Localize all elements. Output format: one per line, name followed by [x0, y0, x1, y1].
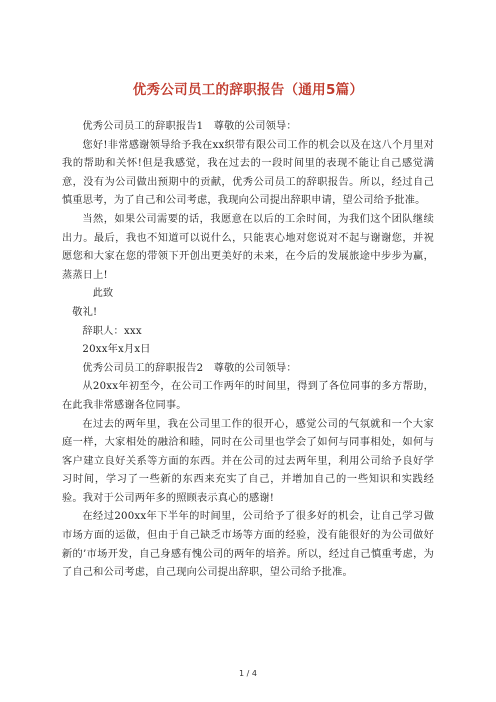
salutation: 敬礼! [72, 306, 98, 318]
document-title: 优秀公司员工的辞职报告（通用5篇） [132, 82, 364, 98]
closing-phrase: 此致 [92, 288, 114, 300]
paragraph: 在经过200xx年下半年的时间里，公司给予了很多好的机会，让自己学习做市场方面的运做，但由于自己缺乏市场等方面的经验，没有能很好的为公司做好新的’市场开发，自己身感有愧公司的两年的培养。所以，经过自己慎重考虑，为了自己和公司考虑，自己现向公司提出辞职，望公司给予批准。 [62, 511, 434, 579]
page-number: 1 / 4 [239, 669, 257, 678]
paragraph: 从20xx年初至今，在公司工作两年的时间里，得到了各位同事的多方帮助，在此我非常感谢各位同事。 [62, 381, 434, 411]
report-2-heading: 优秀公司员工的辞职报告2 尊敬的公司领导： [82, 362, 297, 374]
signature-name: 辞职人：xxx [82, 325, 142, 337]
paragraph: 当然，如果公司需要的话，我愿意在以后的工余时间，为我们这个团队继续出力。最后，我也不知道可以说什么，只能衷心地对您说对不起与谢谢您，并祝愿您和大家在您的带领下开创出更美好的未来，在今后的发展旅途中步步为赢，蒸蒸日上! [62, 213, 434, 281]
paragraph: 在过去的两年里，我在公司里工作的很开心，感觉公司的气氛就和一个大家庭一样，大家相处的融洽和睦，同时在公司里也学会了如何与同事相处，如何与客户建立良好关系等方面的东西。并在公司的过去两年里，利用公司给予良好学习时间，学习了一些新的东西来充实了自己，并增加自己的一些知识和实践经验。我对于公司两年多的照顾表示真心的感谢! [62, 418, 434, 504]
paragraph: 您好!非常感谢领导给予我在xx织带有限公司工作的机会以及在这八个月里对我的帮助和关怀!但是我感觉，我在过去的一段时间里的表现不能让自己感觉满意，没有为公司做出预期中的贡献，优秀公司员工的辞职报告。所以，经过自己慎重思考，为了自己和公司考虑，我现向公司提出辞职申请，望公司给予批准。 [62, 139, 434, 207]
signature-date: 20xx年x月x日 [82, 344, 151, 356]
report-1-heading: 优秀公司员工的辞职报告1 尊敬的公司领导： [82, 121, 297, 132]
document-body [62, 118, 434, 583]
